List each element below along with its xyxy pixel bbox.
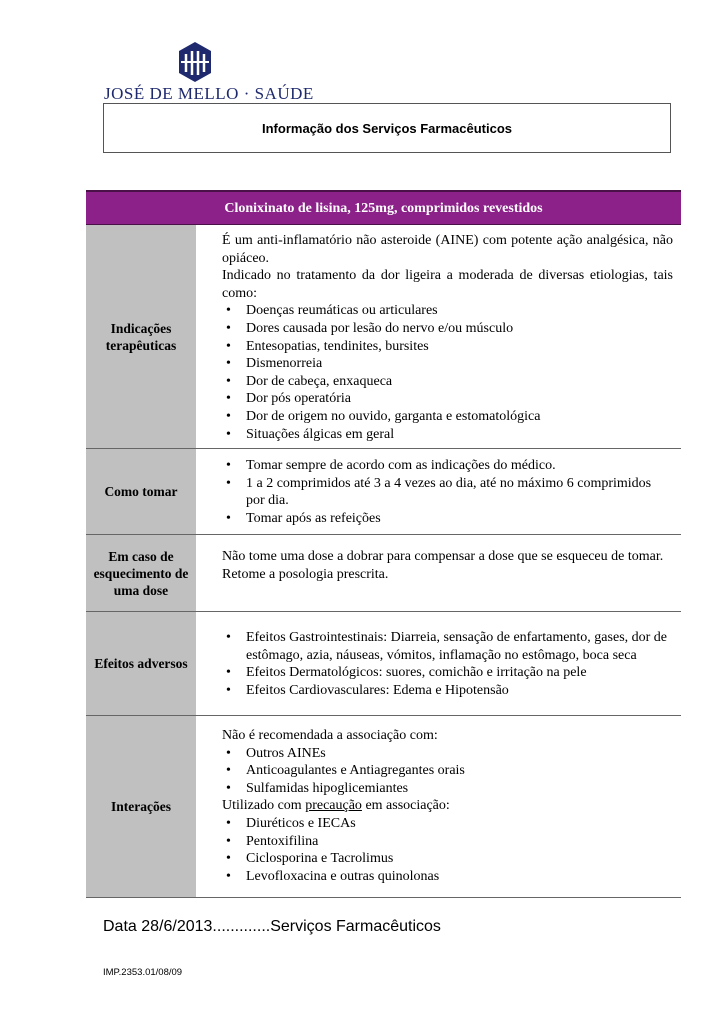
text-fragment: em associação: (361, 798, 450, 814)
paragraph: Indicado no tratamento da dor ligeira a moderada de diversas etiologias, tais como: (222, 268, 673, 301)
list-item: • Diuréticos e IECAs (222, 815, 673, 833)
row-efeitos (86, 612, 681, 716)
row-label: Efeitos adversos (86, 612, 196, 715)
jose-de-mello-logo-icon (177, 42, 213, 82)
list-item: • Outros AINEs (222, 745, 673, 763)
list-item: • Dor de cabeça, enxaqueca (222, 373, 673, 391)
leaflet-table (86, 190, 681, 898)
paragraph: Retome a posologia prescrita. (222, 566, 389, 582)
list-item: • Dor pós operatória (222, 390, 673, 408)
list-item: • Dor de origem no ouvido, garganta e estomatológica (222, 408, 673, 426)
paragraph: Não tome uma dose a dobrar para compensar a dose que se esqueceu de tomar. (222, 549, 664, 564)
row-interacoes (86, 716, 681, 898)
bullet-list (222, 745, 673, 798)
list-item: • Situações álgicas em geral (222, 426, 673, 444)
row-content (222, 232, 673, 443)
list-item: • Ciclosporina e Tacrolimus (222, 850, 673, 868)
row-label: Indicações terapêuticas (86, 225, 196, 448)
row-label: Como tomar (86, 449, 196, 534)
form-code: IMP.2353.01/08/09 (103, 967, 183, 978)
row-indicacoes (86, 225, 681, 449)
bullet-list (222, 302, 673, 443)
header-box (103, 103, 671, 153)
list-item: • Levofloxacina e outras quinolonas (222, 868, 673, 886)
list-item: • Dismenorreia (222, 355, 673, 373)
list-item: • Efeitos Cardiovasculares: Edema e Hipotensão (222, 682, 673, 700)
list-item: • Pentoxifilina (222, 833, 673, 851)
list-item: • Doenças reumáticas ou articulares (222, 302, 673, 320)
footer-date: Data 28/6/2013.............Serviços Farmacêuticos (103, 918, 441, 935)
list-item: • Efeitos Dermatológicos: suores, comichão e irritação na pele (222, 664, 673, 682)
paragraph: Não é recomendada a associação com: (222, 728, 438, 743)
row-label: Interações (86, 716, 196, 897)
list-item: • Entesopatias, tendinites, bursites (222, 338, 673, 356)
product-title: Clonixinato de lisina, 125mg, comprimidos revestidos (86, 190, 681, 225)
list-item: • Tomar após as refeições (222, 510, 673, 528)
list-item: • Efeitos Gastrointestinais: Diarreia, sensação de enfartamento, gases, dor de estômago, azia, náuseas, vómitos, inflamação no estômago, boca seca (222, 629, 673, 664)
row-esquecimento (86, 535, 681, 612)
logo (104, 42, 314, 104)
row-label: Em caso de esquecimento de uma dose (86, 535, 196, 611)
bullet-list (222, 815, 673, 885)
row-content (222, 629, 673, 699)
paragraph (222, 797, 673, 815)
list-item: • Tomar sempre de acordo com as indicações do médico. (222, 457, 673, 475)
list-item: • Anticoagulantes e Antiagregantes orais (222, 762, 673, 780)
underlined-word: precaução (305, 798, 362, 814)
list-item: • 1 a 2 comprimidos até 3 a 4 vezes ao dia, até no máximo 6 comprimidos por dia. (222, 475, 673, 510)
page-title: Informação dos Serviços Farmacêuticos (262, 121, 512, 136)
text-fragment: Utilizado com (222, 798, 306, 814)
row-content (222, 457, 673, 527)
row-como-tomar (86, 449, 681, 535)
brand-name: JOSÉ DE MELLO · SAÚDE (104, 84, 314, 103)
row-content (222, 727, 673, 885)
row-content (222, 548, 673, 583)
list-item: • Dores causada por lesão do nervo e/ou músculo (222, 320, 673, 338)
list-item: • Sulfamidas hipoglicemiantes (222, 780, 673, 798)
bullet-list (222, 457, 673, 527)
bullet-list (222, 629, 673, 699)
paragraph: É um anti-inflamatório não asteroide (AINE) com potente ação analgésica, não opiáceo. (222, 233, 673, 266)
